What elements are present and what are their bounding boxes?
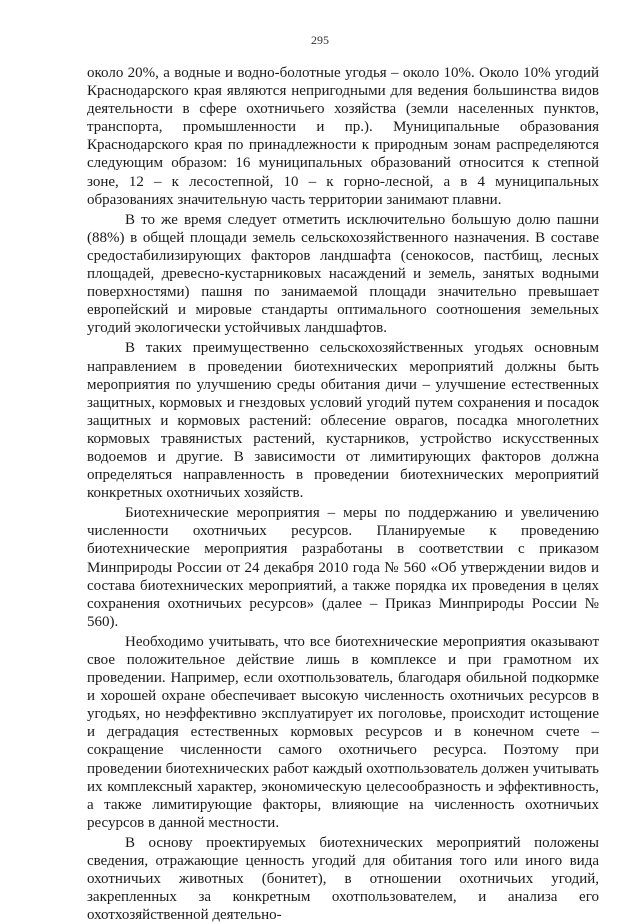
paragraph-habitat-improvement: В таких преимущественно сельскохозяйственных угодьях основным направлением в проведении биотехнических мероприятий должны быть мероприятия по улучшению среды обитания дичи – улучшение естественных защитных, кормовых и гнездовых условий угодий путем сохранения и посадок защитных и кормовых растений: облесение оврагов, посадка многолетних кормовых травянистых растений, кустарников, устройство искусственных водоемов и другие. В зависимости от лимитирующих факторов должна определяться направленность в проведении биотехнических мероприятий конкретных охотничьих хозяйств. bbox=[87, 340, 599, 502]
paragraph-zones: около 20%, а водные и водно-болотные угодья – около 10%. Около 10% угодий Краснодарского края являются непригодными для ведения большинства видов деятельности в сфере охотничьего хозяйства (земли населенных пунктов, транспорта, промышленности и пр.). Муниципальные образования Краснодарского края по принадлежности к природным зонам распределяются следующим образом: 16 муниципальных образований относится к степной зоне, 12 – к лесостепной, 10 – к горно-лесной, а в 4 муниципальных образованиях значительную часть территории занимают плавни. bbox=[87, 65, 599, 208]
paragraph-biotechnical-definition: Биотехнические мероприятия – меры по поддержанию и увеличению численности охотничьих ресурсов. Планируемые к проведению биотехнические мероприятия разработаны в соответствии с приказом Минприроды России от 24 декабря 2010 года № 560 «Об утверждении видов и состава биотехнических мероприятий, а также порядка их проведения в целях сохранения охотничьих ресурсов» (далее – Приказ Минприроды России № 560). bbox=[87, 505, 599, 630]
paragraph-arable-land: В то же время следует отметить исключительно большую долю пашни (88%) в общей площади земель сельскохозяйственного назначения. В составе средостабилизирующих факторов ландшафта (сенокосов, пастбищ, лесных площадей, древесно-кустарниковых насаждений и земель, занятых водными поверхностями) пашня по занимаемой площади значительно превышает европейский и мировые стандарты оптимального соотношения земельных угодий экологически устойчивых ландшафтов. bbox=[87, 211, 599, 337]
paragraph-basis: В основу проектируемых биотехнических мероприятий положены сведения, отражающие ценность угодий для обитания того или иного вида охотничьих животных (бонитет), в отношении охотничьих угодий, закрепленных за конкретным охотпользователем, и анализа его охотхозяйственной деятельно- bbox=[87, 834, 599, 924]
paragraph-complex-approach: Необходимо учитывать, что все биотехнические мероприятия оказывают свое положительное действие лишь в комплексе и при грамотном их проведении. Например, если охотпользователь, благодаря обильной подкормке и хорошей охране обеспечивает высокую численность охотничьих ресурсов в угодьях, но неэффективно эксплуатирует их поголовье, происходит истощение и деградация естественных кормовых ресурсов и в конечном счете – сокращение численности самого охотничьего ресурса. Поэтому при проведении биотехнических работ каждый охотпользователь должен учитывать их комплексный характер, экономическую целесообразность и эффективность, а также лимитирующие факторы, влияющие на численность охотничьих ресурсов в данной местности. bbox=[87, 633, 599, 831]
page-number: 295 bbox=[311, 33, 329, 47]
body-text bbox=[87, 64, 599, 924]
